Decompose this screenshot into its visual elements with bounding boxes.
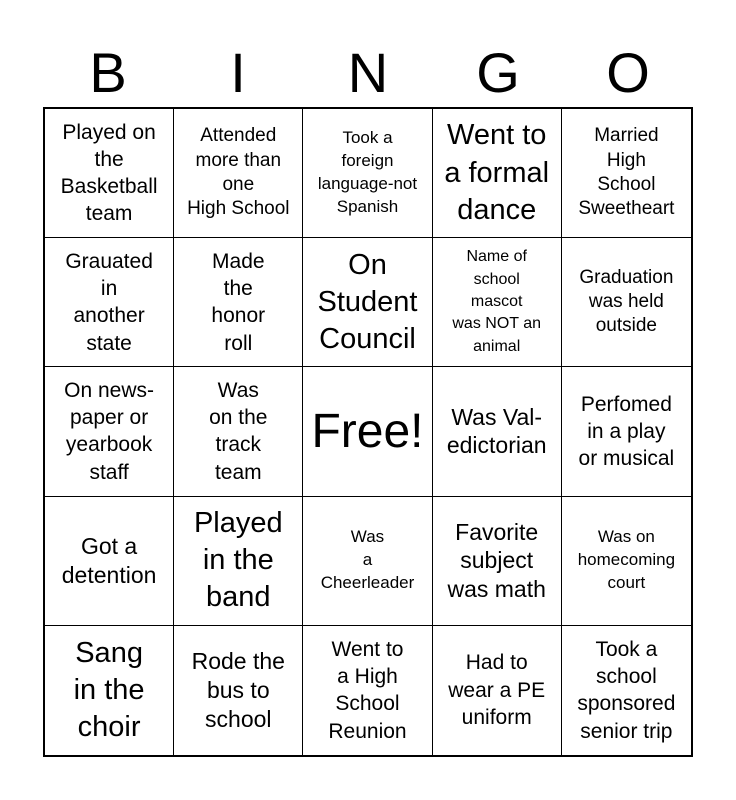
cell-text: Played in the band	[193, 507, 283, 614]
cell-text: Married High School Sweetheart	[578, 125, 675, 220]
cell-text: Made the honor roll	[211, 249, 266, 355]
bingo-board	[43, 107, 693, 757]
cell-text: Perfomed in a play or musical	[578, 392, 675, 471]
bingo-header	[43, 40, 693, 106]
bingo-cell[interactable]	[45, 238, 174, 367]
cell-text: Went to a High School Reunion	[328, 637, 407, 743]
cell-text: On Student Council	[317, 248, 418, 355]
header-letter-b: B	[89, 41, 127, 104]
bingo-cell[interactable]	[45, 367, 174, 496]
bingo-cell[interactable]	[562, 109, 691, 238]
bingo-cell[interactable]	[562, 497, 691, 626]
bingo-cell[interactable]	[45, 626, 174, 755]
cell-text: Rode the bus to school	[191, 648, 285, 732]
bingo-cell[interactable]	[303, 109, 432, 238]
cell-text: Grauated in another state	[65, 249, 153, 355]
cell-text: Had to wear a PE uniform	[448, 651, 546, 730]
bingo-cell[interactable]	[433, 497, 562, 626]
cell-text: Favorite subject was math	[447, 518, 546, 603]
bingo-cell[interactable]	[174, 497, 303, 626]
cell-text: Was a Cheerleader	[320, 527, 415, 593]
bingo-cell[interactable]	[433, 367, 562, 496]
bingo-cell[interactable]	[562, 626, 691, 755]
free-space-label: Free!	[311, 404, 424, 458]
header-letter-g: G	[476, 41, 520, 104]
cell-text: Was on the track team	[209, 378, 268, 484]
cell-text: On news- paper or yearbook staff	[64, 378, 155, 484]
cell-text: Attended more than one High School	[187, 125, 290, 220]
bingo-cell[interactable]	[174, 367, 303, 496]
cell-text: Was on homecoming court	[577, 527, 676, 593]
bingo-cell[interactable]	[174, 238, 303, 367]
header-letter-n: N	[347, 41, 389, 104]
cell-text: Took a school sponsored senior trip	[577, 637, 676, 743]
cell-text: Graduation was held outside	[579, 266, 674, 337]
cell-text: Sang in the choir	[73, 636, 145, 743]
bingo-cell[interactable]	[433, 109, 562, 238]
bingo-cell[interactable]	[303, 626, 432, 755]
cell-text: Name of school mascot was NOT an animal	[452, 248, 541, 355]
cell-text: Took a foreign language-not Spanish	[317, 128, 418, 217]
header-letter-i: I	[230, 41, 246, 104]
bingo-cell[interactable]	[433, 238, 562, 367]
bingo-cell[interactable]	[174, 626, 303, 755]
bingo-cell[interactable]	[174, 109, 303, 238]
cell-text: Was Val- edictorian	[446, 403, 547, 459]
header-letter-o: O	[606, 41, 650, 104]
bingo-cell[interactable]	[562, 367, 691, 496]
bingo-cell[interactable]	[433, 626, 562, 755]
bingo-cell[interactable]	[45, 109, 174, 238]
cell-text: Played on the Basketball team	[60, 120, 158, 226]
bingo-cell[interactable]	[45, 497, 174, 626]
cell-text: Got a detention	[61, 532, 157, 588]
bingo-cell[interactable]	[562, 238, 691, 367]
free-space[interactable]	[303, 367, 432, 496]
bingo-cell[interactable]	[303, 497, 432, 626]
cell-text: Went to a formal dance	[444, 119, 550, 226]
bingo-cell[interactable]	[303, 238, 432, 367]
